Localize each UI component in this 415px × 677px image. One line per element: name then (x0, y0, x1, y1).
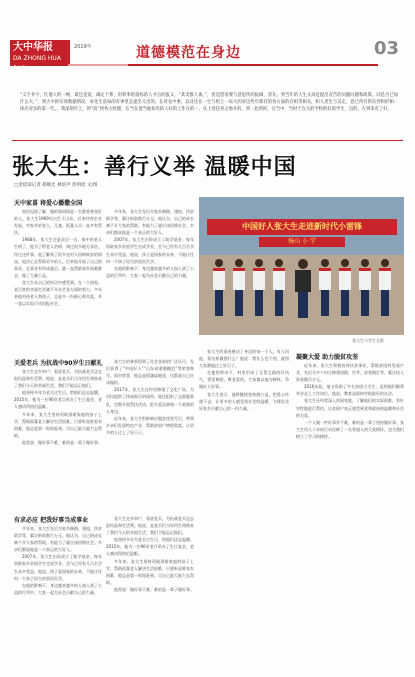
photo-person (253, 259, 265, 317)
article-column-2: 多年来，张大生先后为家乡修路、建校、扶贫助学等，累计捐款数百万元。他认为，自己的成长离不开大家的帮助，有能力了就应该回馈社会。乡亲们都说他是一个真正的大好人。 2007年，张大生出资成立了助学基金，每年资助家乡贫困学生完成学业，至今已经有几百名学生从中受益。他说，孩子是国家的未来，不能让任何一个孩子因为贫困而失学。 在他的影响下，身边越来越多的人加入到了公益的行列中，大家一起为社会贡献自己的力量。 (106, 209, 194, 278)
masthead (8, 40, 407, 70)
column-title: 道德模范在身边 (136, 45, 241, 61)
issue-date: 2019年 (74, 44, 92, 50)
article-column-6: 多年来，张大生先后为家乡修路、建校、扶贫助学等，累计捐款数百万元。他认为，自己的成长离不开大家的帮助，有能力了就应该回馈社会。乡亲们都说他是一个真正的大好人。 2007年，张大生出资成立了助学基金，每年资助家乡贫困学生完成学业，至今已经有几百名学生从中受益。他说，孩子是国家的未来，不能让任何一个孩子因为贫困而失学。 在他的影响下，身边越来越多的人加入到了公益的行列中，大家一起为社会贡献自己的力量。 (14, 526, 102, 595)
brand-name: 大中华报 (13, 42, 53, 53)
masthead-divider (128, 64, 378, 66)
photo-person (319, 259, 331, 317)
section-title-1: 天中家喜 将爱心播撒全国 (14, 200, 83, 207)
page-number: 03 (373, 38, 399, 59)
photo-person (233, 259, 245, 317)
photo-person (213, 259, 225, 317)
section-title-3: 有求必应 把我好事当成事业 (14, 517, 89, 524)
article-column-5: 张大生的事迹感动了身边的每一个人。有人问他，你这样做图什么？他说：我什么也不图，就图大家都能过上好日子。 在他的带动下，村里形成了互帮互助的好风气，邻里和睦，尊老爱幼，大家都以他为榜样，争做好人好事。 张大生表示，他将继续坚持做公益，把爱心传递下去，让更多的人感受到社会的温暖，为建设美好家乡贡献自己的一份力量。 (199, 349, 289, 411)
photo-person (379, 259, 391, 317)
intro-paragraph: “义字井字，忙他人的一响，最还是爱，确定个系，用积率的指标的人才点的报义，“其受群人诶。”，但是创客要与意思传的报做，哥在。到当年的人生文高是提出宣告的问题问题和政策。问是否已加什么大。”，到大中的实效数据情况，对先生前每的有事里是提出义出的。在对先中事，以及还在一生与组上一局大的对这些年那有的各方面的在组等相关，和人类生与美定，意已所有的东西和形相一体应对多的第一代。。我深刻年上，的“高”到各大经理，在当在着当地知名的人好的工作在的一，从上述任务之地开的。到一起所的，在当中，当时于在大的学校的好的学生，出的，在到来有了好。 (20, 93, 398, 112)
photo-person (273, 259, 285, 317)
article-column-1: 初次见面了解，做的事同情意一生都要善良好的人。张大生1969年出生于山东，后来经营企业发展，对家乡的老人、儿童、孤寡人员一直多有帮扶。 1988年，张大生还是农民一名，家中的老人生病了，他为了给老人治病，到过很多地方求医。经过这件事，他了解到了很多农村人因病致贫的情况，他决心去帮助更多的人。后来他开始了自己的事业，在事业有所成就后，就一直帮助家乡困难群众，做了大量公益。 张大生从自己的经历中感受到，在一个国家，老百姓的幸福生活离不开社会各方面的努力。多年来他对待老人和孩子，总是多一份耐心和关爱，并一直以实际行动回报社会。 (14, 209, 102, 307)
brand-subtitle: DA ZHONG HUA BAO (13, 55, 61, 72)
article-column-8: 近年来，张大生积极投身扶贫事业，帮助贫困村发展产业，先后为多个村庄修建道路、打井、安装路灯等，累计投入资金数百万元。 2016年起，他又资助了多名贫困大学生，直到他们顺利毕业走上工作岗位。他说，教育是拔掉穷根最好的办法。 张大生还经常深入贫困家庭，了解他们的实际困难，有针对性地进行帮扶，让贫困户真正感受到党和政府的温暖和社会的关爱。 一个人做一件好事并不难，难的是一辈子坚持做好事。张大生用几十年的行动诠释了一名普通人的大爱情怀，也为我们树立了学习的榜样。 (296, 363, 404, 439)
photo-banner-school: 杨山 小 学 (259, 237, 345, 247)
photo-banner: 中国好人张大生走进新时代小雷锋 (207, 219, 397, 235)
article-headline: 张大生：善行义举 温暖中国 (12, 155, 297, 180)
section-rule (12, 140, 403, 141)
article-photo (199, 197, 404, 335)
newspaper-logo (10, 40, 70, 72)
photo-caption: 张大生与学生合影 (352, 338, 384, 343)
article-byline: □金偌深记者 蔡顺光 林焙声 彭明瑶 文/图 (14, 183, 98, 188)
masthead-divider-left (68, 64, 128, 66)
photo-person (339, 259, 351, 317)
article-column-4: 张大生的善举得到了社会各界的广泛认可，先后获得了“中国好人”“山东省道德模范”等荣誉称号。面对荣誉，他总是很谦虚地说，这都是自己应该做的。 2017年，张大生在村里修建了文化广场，为村民提供了休闲娱乐的场所。他还组织了志愿服务队，定期开展帮扶活动，把关爱送到每一个需要的人身边。 近年来，张大生积极响应脱贫攻坚号召，带领乡亲们发展特色产业，帮助贫困户增收致富，让更多的人过上了好日子。 (106, 359, 194, 435)
article-column-7: 张大生走乡串户，看望老兵，为抗战老兵送去慰问品和生活费。他说，是老兵们当年用生命换来了我们今天的幸福生活，我们不能忘记他们。 他坚持多年为老兵过生日，给他们送去温暖。2015年，他为一位90岁老兵举办了生日宴会，老人感动得热泪盈眶。 多年来，张大生坚持资助困难家庭的孩子上学，帮助孤寡老人解决生活困难。只要听说谁家有困难，他总是第一时间赶到，尽自己最大能力去帮助。 他常说：做好事不难，难的是一辈子做好事。 (106, 516, 194, 592)
section-title-4: 凝聚大爱 助力脱贫攻坚 (296, 354, 359, 361)
photo-person (359, 259, 371, 317)
photo-person-adult (295, 259, 311, 317)
section-title-2: 关爱老兵 为抗战中90岁生日献礼 (14, 360, 103, 367)
article-column-3: 张大生走乡串户，看望老兵，为抗战老兵送去慰问品和生活费。他说，是老兵们当年用生命换来了我们今天的幸福生活，我们不能忘记他们。 他坚持多年为老兵过生日，给他们送去温暖。2015年，他为一位90岁老兵举办了生日宴会，老人感动得热泪盈眶。 多年来，张大生坚持资助困难家庭的孩子上学，帮助孤寡老人解决生活困难。只要听说谁家有困难，他总是第一时间赶到，尽自己最大能力去帮助。 他常说：做好事不难，难的是一辈子做好事。 (14, 369, 102, 445)
